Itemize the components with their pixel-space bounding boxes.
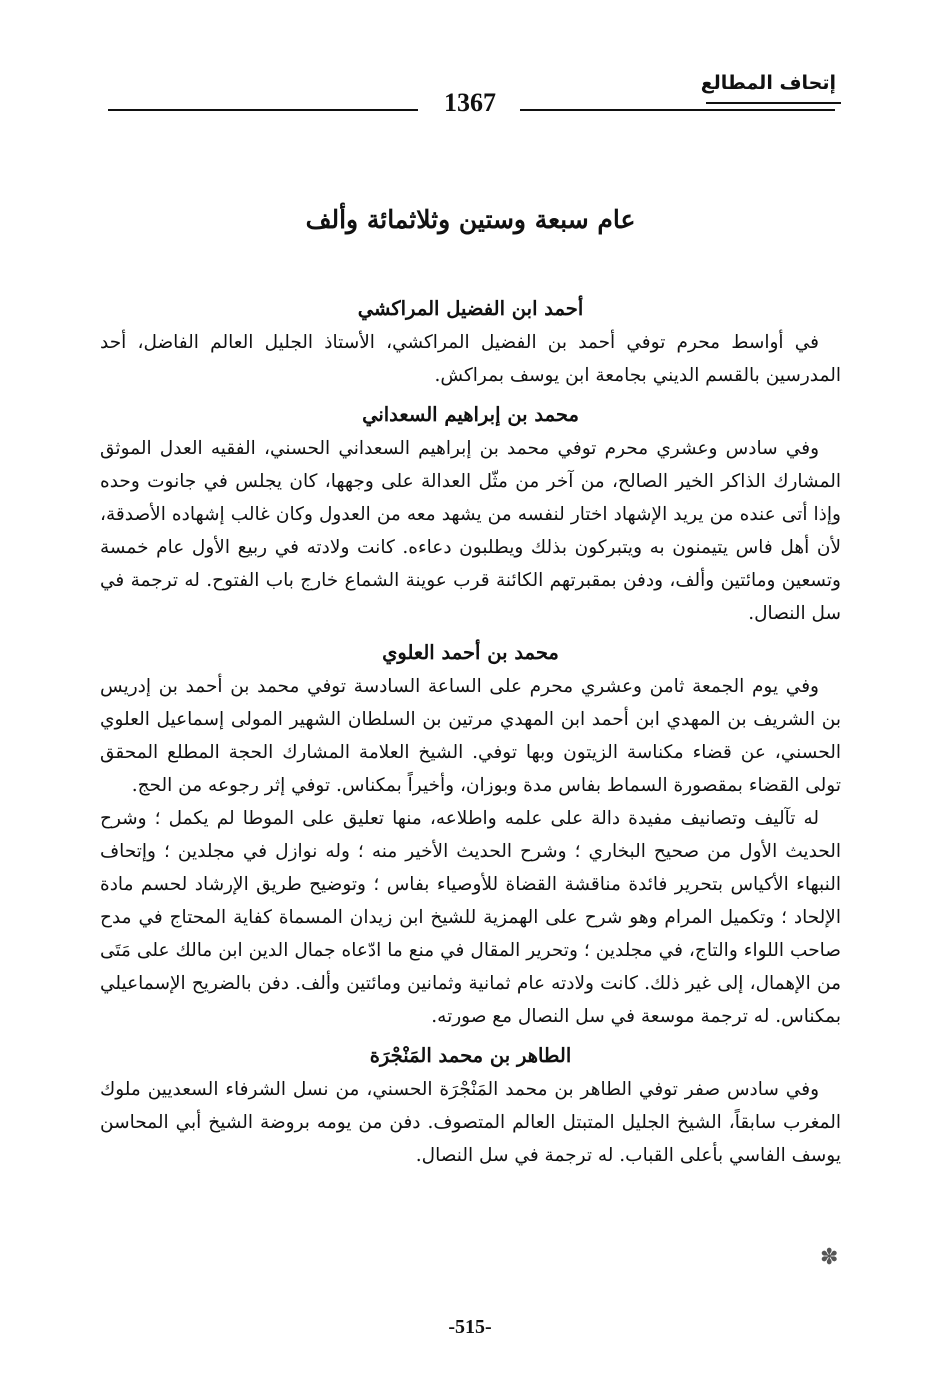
entry-title: محمد بن إبراهيم السعداني: [362, 403, 579, 426]
entry-muhammad-al-saadani: [100, 398, 841, 630]
page-body: [100, 200, 841, 1172]
entry-ahmad-ibn-al-fudayl: [100, 292, 841, 392]
entry-paragraph: وفي سادس صفر توفي الطاهر بن محمد المَنْجْرَة الحسني، من نسل الشرفاء السعديين ملوك المغرب سابقاً، الشيخ الجليل المتبتل العالم المتصوف. دفن من يومه بروضة الشيخ أبي المحاسن يوسف الفاسي بأعلى القباب. له ترجمة في سل النصال.: [100, 1079, 841, 1166]
header-page-number: 1367: [444, 88, 496, 117]
entry-title: أحمد ابن الفضيل المراكشي: [357, 297, 584, 320]
header-rule-short: [706, 102, 841, 104]
ink-smudge-mark: ✽: [820, 1245, 839, 1270]
running-header-title: إتحاف المطالع: [700, 72, 836, 94]
entry-paragraph: له تآليف وتصانيف مفيدة دالة على علمه واطلاعه، منها تعليق على الموطا لم يكمل ؛ وشرح الحديث الأول من صحيح البخاري ؛ وشرح الحديث الأخير منه ؛ وله نوازل في مجلدين ؛ وإتحاف النبهاء الأكياس بتحرير فائدة مناقشة القضاة للأوصياء بفاس ؛ وتوضيح طريق الإرشاد لحسم مادة الإلحاد ؛ وتكميل المرام وهو شرح على الهمزية للشيخ ابن زيدان المسماة كفاية المحتاج في مدح صاحب اللواء والتاج، في مجلدين ؛ وتحرير المقال في منع ما ادّعاه جمال الدين ابن مالك على مَتَى من الإهمال، إلى غير ذلك. كانت ولادته عام ثمانية وثمانين ومائتين وألف. دفن بالضريح الإسماعيلي بمكناس. له ترجمة موسعة في سل النصال مع صورته.: [100, 808, 841, 1027]
year-heading: عام سبعة وستين وثلاثمائة وألف: [305, 205, 636, 234]
footer-page-number: -515-: [448, 1316, 492, 1338]
entry-muhammad-al-alawi: [100, 636, 841, 1033]
entry-al-tahir-al-manjra: [100, 1039, 841, 1172]
entry-paragraph: في أواسط محرم توفي أحمد بن الفضيل المراكشي، الأستاذ الجليل العالم الفاضل، أحد المدرسين بالقسم الديني بجامعة ابن يوسف بمراكش.: [100, 332, 841, 386]
entry-title: محمد بن أحمد العلوي: [382, 641, 559, 664]
header-rule-right: [520, 109, 835, 111]
entry-paragraph: وفي يوم الجمعة ثامن وعشري محرم على الساعة السادسة توفي محمد بن أحمد بن إدريس بن الشريف بن المهدي ابن أحمد ابن المهدي مرتين بن السلطان الشهير المولى إسماعيل العلوي الحسني، عن قضاء مكناسة الزيتون وبها توفي. الشيخ العلامة المشارك الحجة المطلع المحقق تولى القضاء بمقصورة السماط بفاس مدة وبوزان، وأخيراً بمكناس. توفي إثر رجوعه من الحج.: [100, 676, 841, 796]
header-rule-left: [108, 109, 418, 111]
entry-title: الطاهر بن محمد المَنْجْرَة: [369, 1044, 572, 1067]
entry-paragraph: وفي سادس وعشري محرم توفي محمد بن إبراهيم السعداني الحسني، الفقيه العدل الموثق المشارك الذاكر الخير الصالح، من آخر من مثّل العدالة على وجهها، كان يجلس في جانوت وحده وإذا أتى عنده من يريد الإشهاد اختار لنفسه من يشهد معه من العدول وكان غالب إشهاده الأصدقة، لأن أهل فاس يتيمنون به ويتبركون بذلك ويطلبون دعاءه. كانت ولادته في ربيع الأول عام خمسة وتسعين ومائتين وألف، ودفن بمقبرتهم الكائنة قرب عوينة الشماع خارج باب الفتوح. له ترجمة في سل النصال.: [100, 438, 841, 624]
